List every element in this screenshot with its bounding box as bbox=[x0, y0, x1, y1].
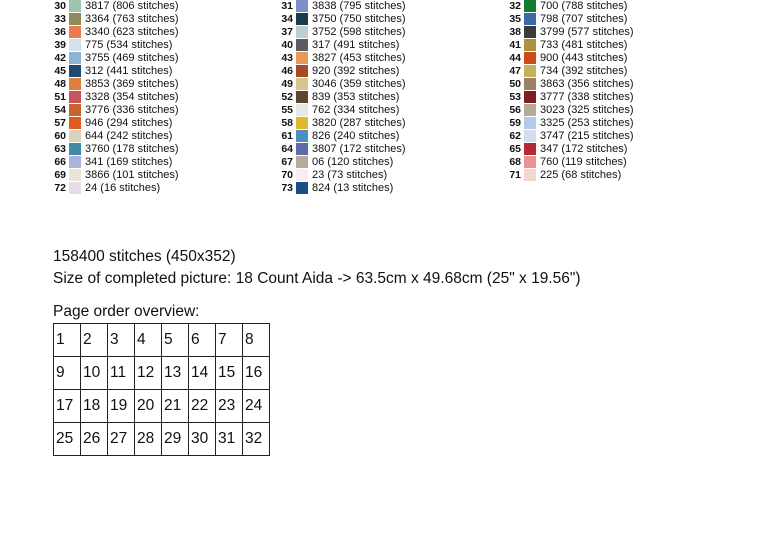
page-number-cell: 30 bbox=[189, 423, 216, 456]
thread-label: 3760 (178 stitches) bbox=[85, 142, 179, 155]
page-number-cell: 16 bbox=[243, 357, 270, 390]
legend-symbol-number: 35 bbox=[509, 12, 521, 25]
thread-label: 24 (16 stitches) bbox=[85, 181, 161, 194]
legend-item bbox=[507, 38, 634, 51]
page-order-title: Page order overview: bbox=[53, 303, 200, 320]
legend-symbol-number: 63 bbox=[54, 142, 66, 155]
legend-symbol-number: 31 bbox=[281, 0, 293, 12]
legend-symbol-number: 61 bbox=[281, 129, 293, 142]
color-swatch bbox=[296, 182, 308, 194]
page-number-cell: 17 bbox=[54, 390, 81, 423]
color-swatch bbox=[524, 143, 536, 155]
legend-symbol-number: 72 bbox=[54, 181, 66, 194]
legend-symbol-number: 67 bbox=[281, 155, 293, 168]
legend-symbol-number: 39 bbox=[54, 38, 66, 51]
color-swatch bbox=[296, 156, 308, 168]
legend-item bbox=[279, 0, 406, 12]
legend-item bbox=[52, 116, 179, 129]
color-swatch bbox=[296, 130, 308, 142]
thread-label: 3863 (356 stitches) bbox=[540, 77, 634, 90]
thread-label: 826 (240 stitches) bbox=[312, 129, 400, 142]
thread-label: 3817 (806 stitches) bbox=[85, 0, 179, 12]
legend-symbol-number: 46 bbox=[281, 64, 293, 77]
page-number-cell: 11 bbox=[108, 357, 135, 390]
page-number-cell: 14 bbox=[189, 357, 216, 390]
page-number-cell: 21 bbox=[162, 390, 189, 423]
legend-symbol-number: 44 bbox=[509, 51, 521, 64]
thread-label: 700 (788 stitches) bbox=[540, 0, 628, 12]
color-swatch bbox=[69, 26, 81, 38]
thread-label: 3328 (354 stitches) bbox=[85, 90, 179, 103]
legend-item bbox=[507, 64, 634, 77]
legend-item bbox=[507, 12, 634, 25]
legend-item bbox=[279, 38, 406, 51]
page-number-cell: 25 bbox=[54, 423, 81, 456]
thread-label: 900 (443 stitches) bbox=[540, 51, 628, 64]
thread-label: 3023 (325 stitches) bbox=[540, 103, 634, 116]
thread-label: 3752 (598 stitches) bbox=[312, 25, 406, 38]
thread-label: 762 (334 stitches) bbox=[312, 103, 400, 116]
thread-label: 341 (169 stitches) bbox=[85, 155, 173, 168]
thread-label: 3853 (369 stitches) bbox=[85, 77, 179, 90]
legend-symbol-number: 30 bbox=[54, 0, 66, 12]
color-swatch bbox=[296, 0, 308, 12]
color-swatch bbox=[296, 117, 308, 129]
thread-label: 3046 (359 stitches) bbox=[312, 77, 406, 90]
page-number-cell: 5 bbox=[162, 324, 189, 357]
thread-label: 3776 (336 stitches) bbox=[85, 103, 179, 116]
legend-symbol-number: 54 bbox=[54, 103, 66, 116]
page-number-cell: 19 bbox=[108, 390, 135, 423]
legend-symbol-number: 36 bbox=[54, 25, 66, 38]
legend-symbol-number: 38 bbox=[509, 25, 521, 38]
legend-item bbox=[507, 77, 634, 90]
page-number-cell: 24 bbox=[243, 390, 270, 423]
thread-label: 946 (294 stitches) bbox=[85, 116, 173, 129]
legend-item bbox=[507, 168, 634, 181]
color-swatch bbox=[69, 169, 81, 181]
legend-symbol-number: 59 bbox=[509, 116, 521, 129]
thread-label: 06 (120 stitches) bbox=[312, 155, 394, 168]
color-swatch bbox=[296, 78, 308, 90]
thread-label: 3866 (101 stitches) bbox=[85, 168, 179, 181]
legend-symbol-number: 73 bbox=[281, 181, 293, 194]
legend-item bbox=[52, 181, 179, 194]
page-number-cell: 28 bbox=[135, 423, 162, 456]
legend-item bbox=[52, 155, 179, 168]
page-order-grid bbox=[53, 323, 270, 456]
color-swatch bbox=[524, 78, 536, 90]
legend-item bbox=[279, 168, 406, 181]
legend-symbol-number: 60 bbox=[54, 129, 66, 142]
legend-symbol-number: 45 bbox=[54, 64, 66, 77]
color-swatch bbox=[296, 13, 308, 25]
legend-symbol-number: 68 bbox=[509, 155, 521, 168]
legend-item bbox=[507, 129, 634, 142]
color-swatch bbox=[69, 143, 81, 155]
legend-item bbox=[52, 103, 179, 116]
color-swatch bbox=[524, 39, 536, 51]
thread-label: 3747 (215 stitches) bbox=[540, 129, 634, 142]
page-number-cell: 20 bbox=[135, 390, 162, 423]
legend-item bbox=[279, 64, 406, 77]
color-swatch bbox=[296, 143, 308, 155]
color-legend bbox=[0, 0, 784, 200]
color-swatch bbox=[524, 52, 536, 64]
thread-label: 3755 (469 stitches) bbox=[85, 51, 179, 64]
page-number-cell: 18 bbox=[81, 390, 108, 423]
thread-label: 3820 (287 stitches) bbox=[312, 116, 406, 129]
legend-item bbox=[52, 12, 179, 25]
thread-label: 3340 (623 stitches) bbox=[85, 25, 179, 38]
color-swatch bbox=[296, 52, 308, 64]
legend-column-3 bbox=[507, 0, 634, 181]
page-number-cell: 6 bbox=[189, 324, 216, 357]
legend-item bbox=[279, 142, 406, 155]
legend-symbol-number: 34 bbox=[281, 12, 293, 25]
color-swatch bbox=[296, 169, 308, 181]
legend-item bbox=[52, 142, 179, 155]
legend-item bbox=[507, 142, 634, 155]
page-order-row bbox=[54, 324, 270, 357]
page-number-cell: 12 bbox=[135, 357, 162, 390]
legend-item bbox=[507, 25, 634, 38]
legend-symbol-number: 41 bbox=[509, 38, 521, 51]
legend-item bbox=[52, 25, 179, 38]
legend-item bbox=[507, 90, 634, 103]
legend-item bbox=[507, 0, 634, 12]
color-swatch bbox=[524, 130, 536, 142]
color-swatch bbox=[296, 104, 308, 116]
legend-item bbox=[52, 38, 179, 51]
color-swatch bbox=[524, 91, 536, 103]
page-number-cell: 7 bbox=[216, 324, 243, 357]
page-number-cell: 22 bbox=[189, 390, 216, 423]
thread-label: 3838 (795 stitches) bbox=[312, 0, 406, 12]
color-swatch bbox=[524, 0, 536, 12]
legend-item bbox=[52, 64, 179, 77]
color-swatch bbox=[524, 65, 536, 77]
legend-item bbox=[279, 90, 406, 103]
color-swatch bbox=[69, 182, 81, 194]
thread-label: 317 (491 stitches) bbox=[312, 38, 400, 51]
legend-symbol-number: 33 bbox=[54, 12, 66, 25]
legend-symbol-number: 52 bbox=[281, 90, 293, 103]
legend-item bbox=[507, 116, 634, 129]
color-swatch bbox=[69, 0, 81, 12]
legend-symbol-number: 47 bbox=[509, 64, 521, 77]
thread-label: 3364 (763 stitches) bbox=[85, 12, 179, 25]
color-swatch bbox=[69, 130, 81, 142]
thread-label: 824 (13 stitches) bbox=[312, 181, 394, 194]
legend-item bbox=[52, 77, 179, 90]
legend-symbol-number: 42 bbox=[54, 51, 66, 64]
completed-size: Size of completed picture: 18 Count Aida -> 63.5cm x 49.68cm (25" x 19.56") bbox=[53, 270, 581, 287]
thread-label: 644 (242 stitches) bbox=[85, 129, 173, 142]
legend-symbol-number: 43 bbox=[281, 51, 293, 64]
thread-label: 3799 (577 stitches) bbox=[540, 25, 634, 38]
thread-label: 347 (172 stitches) bbox=[540, 142, 628, 155]
legend-symbol-number: 56 bbox=[509, 103, 521, 116]
color-swatch bbox=[69, 104, 81, 116]
color-swatch bbox=[69, 52, 81, 64]
legend-symbol-number: 40 bbox=[281, 38, 293, 51]
legend-item bbox=[279, 77, 406, 90]
thread-label: 839 (353 stitches) bbox=[312, 90, 400, 103]
legend-item bbox=[279, 155, 406, 168]
thread-label: 3827 (453 stitches) bbox=[312, 51, 406, 64]
legend-item bbox=[52, 129, 179, 142]
legend-column-1 bbox=[52, 0, 179, 194]
color-swatch bbox=[524, 13, 536, 25]
legend-item bbox=[279, 25, 406, 38]
color-swatch bbox=[69, 117, 81, 129]
color-swatch bbox=[296, 39, 308, 51]
color-swatch bbox=[69, 156, 81, 168]
legend-symbol-number: 55 bbox=[281, 103, 293, 116]
legend-symbol-number: 49 bbox=[281, 77, 293, 90]
legend-symbol-number: 32 bbox=[509, 0, 521, 12]
color-swatch bbox=[524, 117, 536, 129]
color-swatch bbox=[524, 169, 536, 181]
color-swatch bbox=[69, 65, 81, 77]
page-number-cell: 3 bbox=[108, 324, 135, 357]
page-order-row bbox=[54, 423, 270, 456]
color-swatch bbox=[69, 39, 81, 51]
legend-item bbox=[507, 51, 634, 64]
thread-label: 312 (441 stitches) bbox=[85, 64, 173, 77]
page-number-cell: 8 bbox=[243, 324, 270, 357]
page-order-row bbox=[54, 390, 270, 423]
stitch-count: 158400 stitches (450x352) bbox=[53, 248, 236, 265]
legend-symbol-number: 48 bbox=[54, 77, 66, 90]
page-number-cell: 29 bbox=[162, 423, 189, 456]
thread-label: 733 (481 stitches) bbox=[540, 38, 628, 51]
legend-symbol-number: 57 bbox=[54, 116, 66, 129]
legend-symbol-number: 70 bbox=[281, 168, 293, 181]
page-number-cell: 1 bbox=[54, 324, 81, 357]
legend-item bbox=[279, 12, 406, 25]
thread-label: 23 (73 stitches) bbox=[312, 168, 388, 181]
thread-label: 3750 (750 stitches) bbox=[312, 12, 406, 25]
thread-label: 225 (68 stitches) bbox=[540, 168, 622, 181]
color-swatch bbox=[524, 26, 536, 38]
legend-symbol-number: 71 bbox=[509, 168, 521, 181]
page-number-cell: 31 bbox=[216, 423, 243, 456]
thread-label: 775 (534 stitches) bbox=[85, 38, 173, 51]
color-swatch bbox=[296, 91, 308, 103]
legend-symbol-number: 51 bbox=[54, 90, 66, 103]
page-number-cell: 15 bbox=[216, 357, 243, 390]
color-swatch bbox=[524, 156, 536, 168]
page-number-cell: 4 bbox=[135, 324, 162, 357]
page-number-cell: 2 bbox=[81, 324, 108, 357]
legend-item bbox=[52, 90, 179, 103]
thread-label: 920 (392 stitches) bbox=[312, 64, 400, 77]
legend-item bbox=[52, 51, 179, 64]
legend-symbol-number: 37 bbox=[281, 25, 293, 38]
page-number-cell: 32 bbox=[243, 423, 270, 456]
legend-symbol-number: 64 bbox=[281, 142, 293, 155]
legend-item bbox=[279, 116, 406, 129]
legend-symbol-number: 69 bbox=[54, 168, 66, 181]
page-number-cell: 13 bbox=[162, 357, 189, 390]
legend-symbol-number: 65 bbox=[509, 142, 521, 155]
thread-label: 734 (392 stitches) bbox=[540, 64, 628, 77]
thread-label: 3325 (253 stitches) bbox=[540, 116, 634, 129]
legend-item bbox=[279, 51, 406, 64]
page-number-cell: 26 bbox=[81, 423, 108, 456]
thread-label: 3807 (172 stitches) bbox=[312, 142, 406, 155]
color-swatch bbox=[296, 26, 308, 38]
color-swatch bbox=[524, 104, 536, 116]
legend-symbol-number: 62 bbox=[509, 129, 521, 142]
thread-label: 760 (119 stitches) bbox=[540, 155, 627, 168]
legend-item bbox=[507, 155, 634, 168]
legend-symbol-number: 66 bbox=[54, 155, 66, 168]
page-order-row bbox=[54, 357, 270, 390]
color-swatch bbox=[69, 78, 81, 90]
color-swatch bbox=[69, 13, 81, 25]
page-number-cell: 9 bbox=[54, 357, 81, 390]
thread-label: 798 (707 stitches) bbox=[540, 12, 628, 25]
legend-item bbox=[279, 181, 406, 194]
legend-item bbox=[279, 129, 406, 142]
legend-symbol-number: 50 bbox=[509, 77, 521, 90]
legend-item bbox=[279, 103, 406, 116]
page-number-cell: 27 bbox=[108, 423, 135, 456]
page-number-cell: 23 bbox=[216, 390, 243, 423]
page-number-cell: 10 bbox=[81, 357, 108, 390]
color-swatch bbox=[69, 91, 81, 103]
thread-label: 3777 (338 stitches) bbox=[540, 90, 634, 103]
color-swatch bbox=[296, 65, 308, 77]
legend-item bbox=[52, 168, 179, 181]
legend-symbol-number: 53 bbox=[509, 90, 521, 103]
legend-column-2 bbox=[279, 0, 406, 194]
legend-item bbox=[507, 103, 634, 116]
legend-symbol-number: 58 bbox=[281, 116, 293, 129]
legend-item bbox=[52, 0, 179, 12]
